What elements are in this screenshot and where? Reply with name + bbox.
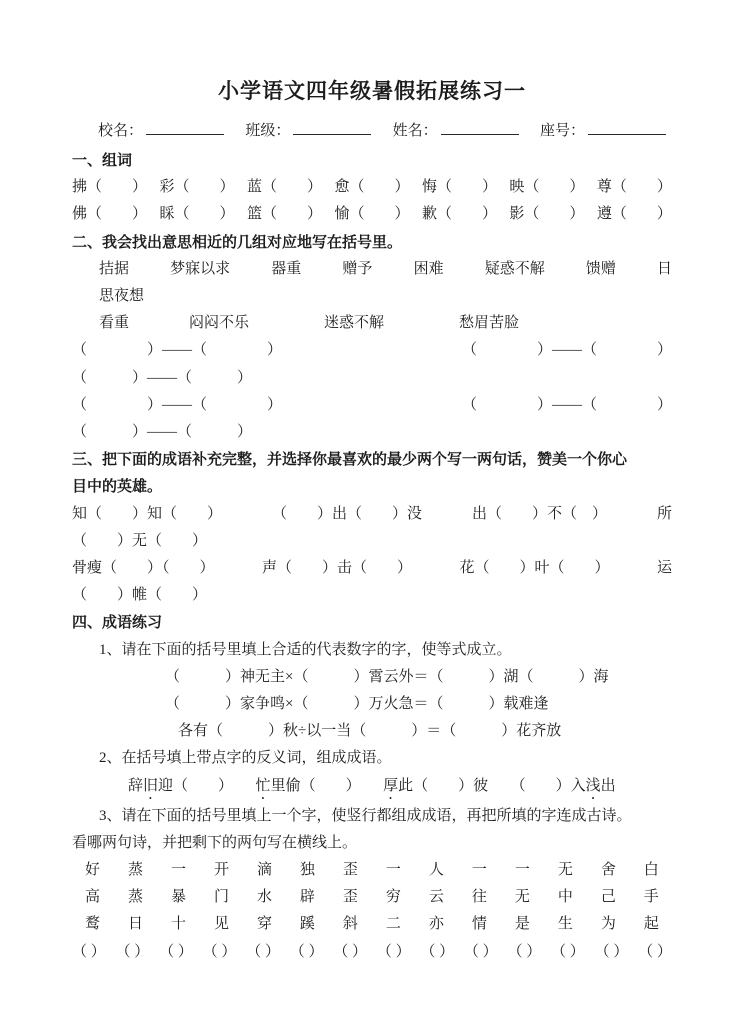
zuci-row-2-item: 愉（ ） [334, 206, 410, 223]
idiom-grid-row-2-item: 门 [213, 889, 229, 906]
q3-prompt-line1: 3、请在下面的括号里填上一个字，使竖行都组成成语，再把所填的字连成古诗。 [99, 807, 632, 824]
info-label-school: 校名： [98, 123, 144, 139]
synonym-words-line1-item: 器重 [271, 260, 302, 277]
idiom-fill-line1-item: 出（ ）不（ ） [471, 505, 607, 522]
idiom-grid-row-3-item: 起 [643, 916, 659, 933]
idiom-grid-brackets-item: （ ） [202, 943, 237, 960]
idiom-grid-row-1-item: 舍 [600, 862, 616, 879]
synonym-brackets-3-item: （ ）——（ ） [461, 396, 672, 413]
idiom-fill-line3 [72, 555, 672, 582]
info-blank-line-seat [588, 121, 666, 135]
zuci-row-1-item: 愈（ ） [334, 179, 410, 196]
info-blank-line-class [293, 121, 371, 135]
idiom-grid-brackets-item: （ ） [376, 943, 411, 960]
text-segment: 出 [600, 777, 616, 794]
student-info-row [72, 118, 672, 144]
idiom-grid-row-2-item: 蒸 [127, 889, 143, 906]
idiom-fill-line1-item: 知（ ）知（ ） [72, 505, 223, 522]
idiom-grid-row-2-item: 中 [557, 889, 573, 906]
idiom-fill-line3-item: 声（ ）击（ ） [261, 560, 412, 577]
idiom-grid-row-1-item: 人 [428, 862, 444, 879]
zuci-row-1-item: 拂（ ） [72, 179, 148, 196]
synonym-words-line1 [72, 256, 672, 283]
q1-equation-3: 各有（ ）秋÷以一当（ ）＝（ ）花齐放 [178, 723, 562, 740]
idiom-grid-row-3-item: 二 [385, 916, 401, 933]
dotted-char: 忙 [255, 777, 271, 794]
idiom-grid-row-3 [72, 911, 672, 938]
text-segment: 迎（ ） [158, 777, 256, 794]
synonym-words-line1-item: 拮据 [99, 260, 130, 277]
idiom-fill-line2: （ ）无（ ） [72, 532, 208, 549]
idiom-grid-brackets-item: （ ） [289, 943, 324, 960]
q2-prompt: 2、在括号填上带点字的反义词，组成成语。 [99, 750, 392, 767]
idiom-grid-row-3-item: 亦 [428, 916, 444, 933]
synonym-brackets-2: （ ）——（ ） [72, 369, 253, 386]
synonym-words-line1-item: 疑惑不解 [484, 260, 545, 277]
q3-prompt-line2: 看哪两句诗，并把剩下的两句写在横线上。 [72, 834, 358, 851]
idiom-grid-row-2-item: 高 [85, 889, 101, 906]
idiom-grid-brackets-item: （ ） [594, 943, 629, 960]
idiom-grid-row-2-item: 水 [256, 889, 272, 906]
idiom-grid-brackets-item: （ ） [507, 943, 542, 960]
idiom-grid-row-3-item: 十 [170, 916, 186, 933]
idiom-grid-brackets-item: （ ） [420, 943, 455, 960]
idiom-grid-row-1-item: 好 [85, 862, 101, 879]
idiom-grid-brackets-item: （ ） [551, 943, 585, 960]
idiom-grid-brackets-item: （ ） [638, 943, 672, 960]
synonym-brackets-1-item: （ ）——（ ） [461, 342, 672, 359]
dotted-char: 旧 [143, 777, 159, 794]
idiom-fill-line1 [72, 501, 672, 528]
document-body [72, 147, 672, 966]
info-blank-line-name [441, 121, 519, 135]
idiom-grid-row-1-item: 一 [170, 862, 186, 879]
idiom-grid-row-3-item: 鹜 [85, 916, 101, 933]
idiom-grid-brackets-item: （ ） [159, 943, 193, 960]
section1-heading: 一、组词 [72, 152, 133, 169]
synonym-words-line1-item: 梦寐以求 [170, 260, 231, 277]
idiom-grid-row-1-item: 一 [385, 862, 401, 879]
idiom-grid-row-2-item: 歪 [342, 889, 358, 906]
idiom-grid-row-2-item: 己 [600, 889, 616, 906]
zuci-row-2-item: 歉（ ） [421, 206, 497, 223]
zuci-row-2-item: 佛（ ） [72, 206, 148, 223]
idiom-grid-row-2-item: 辟 [299, 889, 315, 906]
idiom-grid-row-2-item: 云 [428, 889, 444, 906]
synonym-brackets-1-item: （ ）——（ ） [72, 342, 283, 359]
info-label-name: 姓名： [392, 123, 438, 139]
q1-equation-1: （ ）神无主×（ ）霄云外＝（ ）湖（ ）海 [165, 668, 609, 685]
info-field-name [393, 118, 519, 144]
idiom-grid-row-2-item: 往 [471, 889, 487, 906]
idiom-grid-brackets-item: （ ） [115, 943, 150, 960]
text-segment: 此（ ）彼 （ ）入 [398, 777, 586, 794]
section3-heading-line2: 目中的英雄。 [72, 478, 163, 496]
idiom-grid-row-2-item: 穷 [385, 889, 401, 906]
zuci-row-2-item: 篮（ ） [246, 206, 322, 223]
idiom-grid-row-3-item: 生 [557, 916, 573, 933]
idiom-grid-row-2-item: 无 [514, 889, 530, 906]
idiom-grid-brackets-item: （ ） [246, 943, 280, 960]
idiom-grid-row-3-item: 蹊 [299, 916, 315, 933]
idiom-grid-row-3-item: 为 [600, 916, 616, 933]
section4-heading: 四、成语练习 [72, 614, 163, 632]
synonym-words-line1-item: 日 [656, 260, 672, 277]
dotted-char: 浅 [585, 777, 601, 794]
info-field-seat [540, 118, 666, 144]
zuci-row-2-item: 影（ ） [509, 206, 585, 223]
info-blank-line-school [146, 121, 224, 135]
idiom-grid-row-2 [72, 884, 672, 911]
synonym-words-line3: 看重 闷闷不乐 迷惑不解 愁眉苦脸 [99, 315, 520, 332]
idiom-fill-line4: （ ）帷（ ） [72, 587, 208, 604]
info-field-class [245, 118, 371, 144]
dotted-char: 厚 [383, 777, 399, 794]
idiom-fill-line1-item: （ ）出（ ）没 [271, 505, 422, 522]
idiom-fill-line3-item: 运 [656, 560, 672, 577]
document-title: 小学语文四年级暑假拓展练习一 [218, 80, 526, 103]
info-field-school [98, 118, 224, 144]
idiom-grid-row-1-item: 独 [299, 862, 315, 879]
idiom-grid-row-1-item: 滴 [256, 862, 272, 879]
idiom-grid-brackets [72, 939, 672, 966]
synonym-words-line2: 思夜想 [99, 288, 145, 305]
idiom-grid-brackets-item: （ ） [463, 943, 498, 960]
zuci-row-1-item: 彩（ ） [159, 179, 235, 196]
idiom-grid-row-1-item: 无 [557, 862, 573, 879]
idiom-grid-row-3-item: 情 [471, 916, 487, 933]
q1-prompt: 1、请在下面的括号里填上合适的代表数字的字，使等式成立。 [99, 641, 512, 658]
zuci-row-1-item: 悔（ ） [421, 179, 497, 196]
idiom-fill-line3-item: 骨瘦（ ）（ ） [72, 560, 215, 577]
idiom-grid-row-1-item: 一 [471, 862, 487, 879]
idiom-fill-line3-item: 花（ ）叶（ ） [459, 560, 610, 577]
idiom-grid-row-1-item: 一 [514, 862, 530, 879]
zuci-row-1 [72, 174, 672, 201]
zuci-row-2-item: 遵（ ） [596, 206, 672, 223]
idiom-grid-brackets-item: （ ） [72, 943, 106, 960]
idiom-grid-row-3-item: 日 [127, 916, 143, 933]
idiom-grid-row-3-item: 斜 [342, 916, 358, 933]
zuci-row-1-item: 映（ ） [509, 179, 585, 196]
idiom-grid-row-2-item: 手 [643, 889, 659, 906]
idiom-grid-row-3-item: 穿 [256, 916, 272, 933]
section3-heading-line1: 三、把下面的成语补充完整，并选择你最喜欢的最少两个写一两句话，赞美一个你心 [72, 451, 628, 469]
zuci-row-2-item: 睬（ ） [159, 206, 235, 223]
idiom-grid-brackets-item: （ ） [333, 943, 368, 960]
idiom-grid-row-1-item: 开 [213, 862, 229, 879]
section2-heading: 二、我会找出意思相近的几组对应地写在括号里。 [72, 233, 403, 251]
idiom-grid-row-3-item: 是 [514, 916, 530, 933]
idiom-fill-line1-item: 所 [656, 505, 672, 522]
synonym-brackets-4: （ ）——（ ） [72, 424, 253, 441]
zuci-row-1-item: 蓝（ ） [246, 179, 322, 196]
idiom-grid-row-1 [72, 857, 672, 884]
zuci-row-1-item: 尊（ ） [596, 179, 672, 196]
q2-antonym-line [72, 773, 672, 803]
synonym-words-line1-item: 馈赠 [585, 260, 616, 277]
synonym-words-line1-item: 困难 [413, 260, 444, 277]
idiom-grid-row-1-item: 歪 [342, 862, 358, 879]
idiom-grid-row-2-item: 暴 [170, 889, 186, 906]
synonym-brackets-1 [72, 337, 672, 364]
idiom-grid-row-1-item: 蒸 [127, 862, 143, 879]
idiom-grid-row-3-item: 见 [213, 916, 229, 933]
synonym-brackets-3-item: （ ）——（ ） [72, 396, 283, 413]
synonym-words-line1-item: 赠予 [342, 260, 373, 277]
synonym-brackets-3 [72, 392, 672, 419]
zuci-row-2 [72, 201, 672, 228]
idiom-grid-row-1-item: 白 [643, 862, 659, 879]
info-label-seat: 座号： [539, 123, 585, 139]
text-segment: 里偷（ ） [270, 777, 384, 794]
text-segment: 辞 [128, 777, 144, 794]
q1-equation-2: （ ）家争鸣×（ ）万火急＝（ ）载难逢 [165, 696, 549, 713]
info-label-class: 班级： [245, 123, 291, 139]
